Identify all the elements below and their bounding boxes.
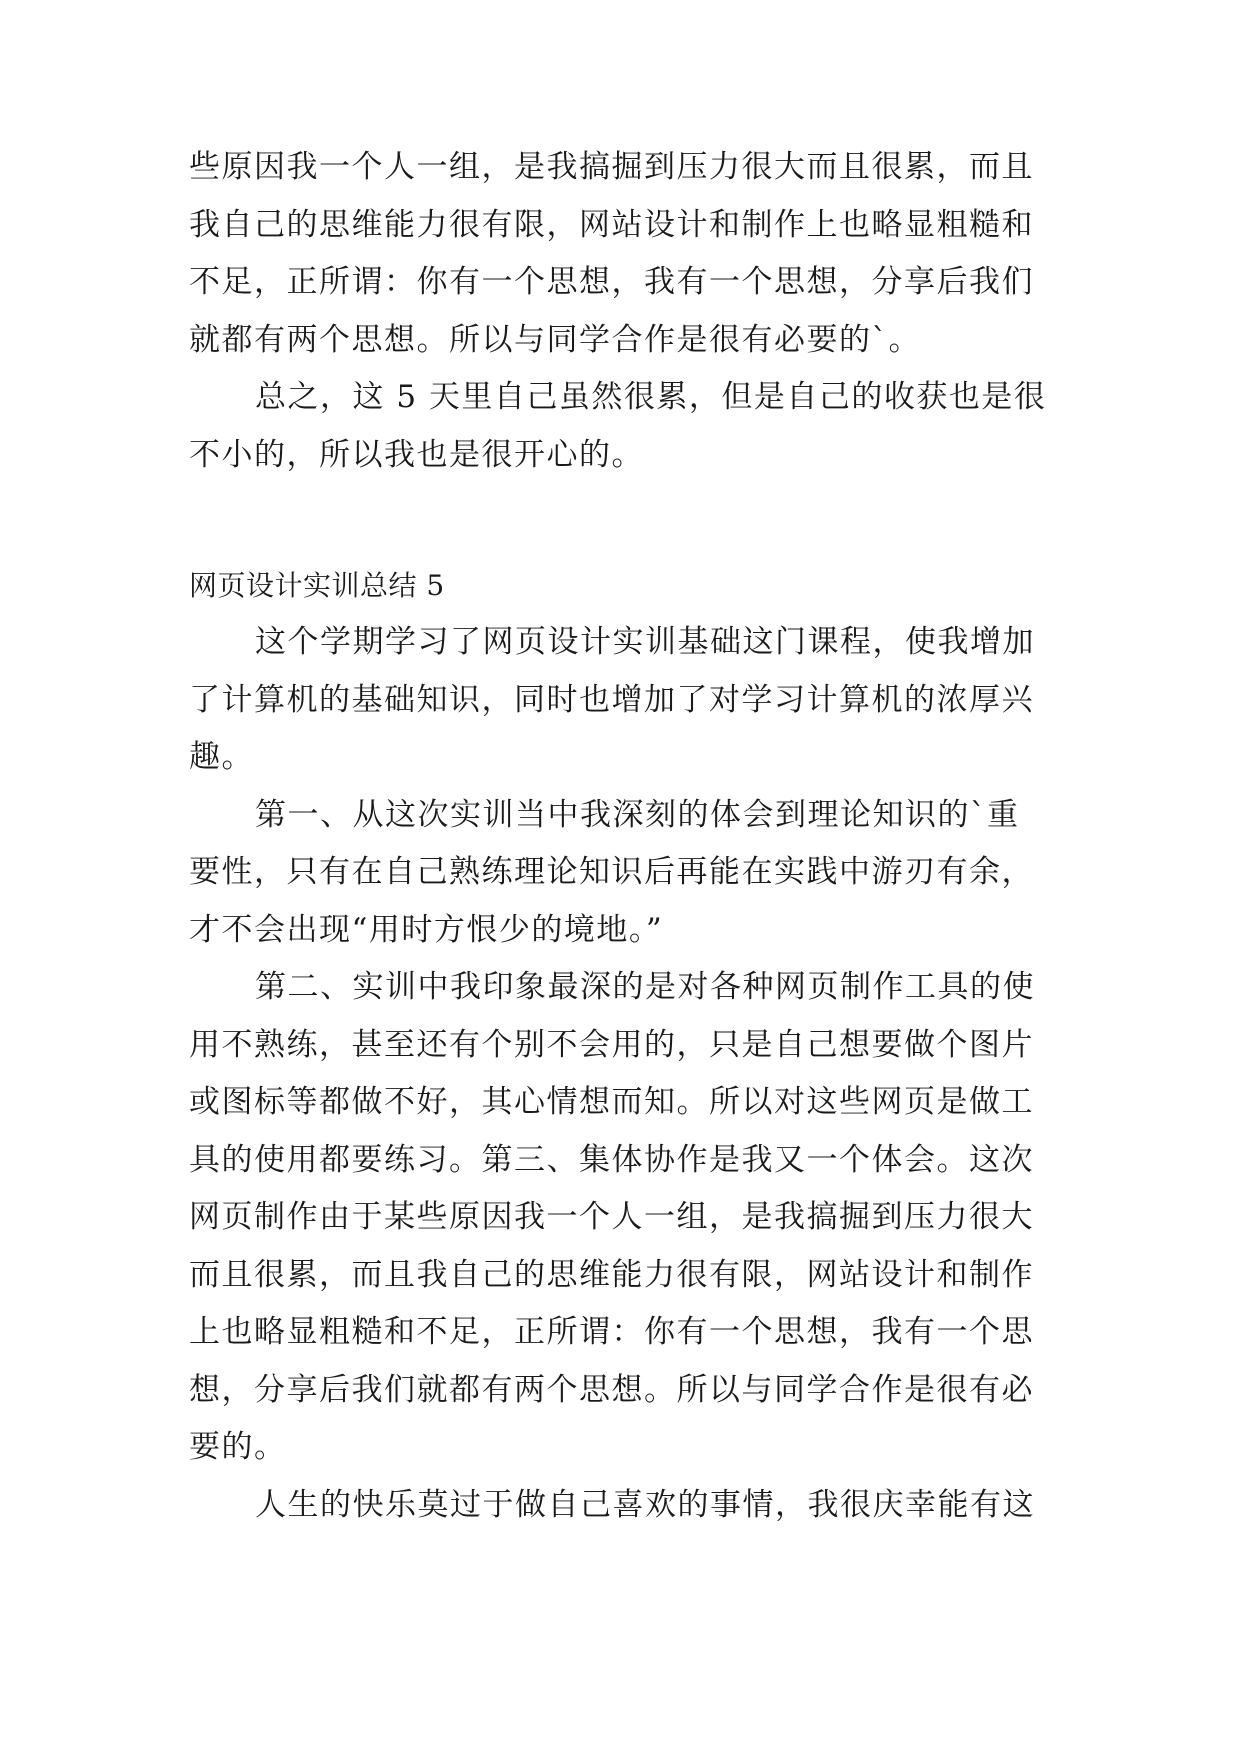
text-line: 想，分享后我们就都有两个思想。所以与同学合作是很有必 (189, 1371, 1034, 1408)
text-line: 就都有两个思想。所以与同学合作是很有必要的`。 (189, 321, 921, 358)
text-line: 第二、实训中我印象最深的是对各种网页制作工具的使 (255, 969, 1035, 1005)
text-line: 才不会出现“用时方恨少的境地。” (189, 911, 664, 948)
text-line: 具的使用都要练习。第三、集体协作是我又一个体会。这次 (189, 1141, 1034, 1178)
text-line: 上也略显粗糙和不足，正所谓：你有一个思想，我有一个思 (189, 1314, 1034, 1350)
text-line: 用不熟练，甚至还有个别不会用的，只是自己想要做个图片 (189, 1026, 1034, 1063)
text-line: 网页制作由于某些原因我一个人一组，是我搞掘到压力很大 (189, 1199, 1034, 1235)
text-line: 些原因我一个人一组，是我搞掘到压力很大而且很累，而且 (189, 149, 1034, 185)
section-heading-block (189, 557, 1049, 615)
text-line: 人生的快乐莫过于做自己喜欢的事情，我很庆幸能有这 (255, 1486, 1035, 1523)
text-line: 第一、从这次实训当中我深刻的体会到理论知识的`重 (255, 796, 1020, 833)
text-line: 这个学期学习了网页设计实训基础这门课程，使我增加 (255, 624, 1035, 660)
text-line: 或图标等都做不好，其心情想而知。所以对这些网页是做工 (189, 1084, 1034, 1120)
text-line: 我自己的思维能力很有限，网站设计和制作上也略显粗糙和 (189, 206, 1034, 243)
text-line: 了计算机的基础知识，同时也增加了对学习计算机的浓厚兴 (189, 681, 1034, 718)
paragraph-block-2 (189, 614, 1049, 1534)
text-line: 不小的，所以我也是很开心的。 (189, 436, 644, 473)
text-line: 趣。 (189, 739, 254, 775)
paragraph-block-1 (189, 139, 1049, 484)
text-line: 不足，正所谓：你有一个思想，我有一个思想，分享后我们 (189, 264, 1034, 300)
text-line: 要性，只有在自己熟练理论知识后再能在实践中游刃有余， (189, 854, 1034, 890)
text-line: 要的。 (189, 1429, 287, 1465)
text-line: 而且很累，而且我自己的思维能力很有限，网站设计和制作 (189, 1256, 1034, 1293)
section-title: 网页设计实训总结 5 (189, 569, 445, 602)
text-line: 总之，这 5 天里自己虽然很累，但是自己的收获也是很 (255, 379, 1047, 415)
